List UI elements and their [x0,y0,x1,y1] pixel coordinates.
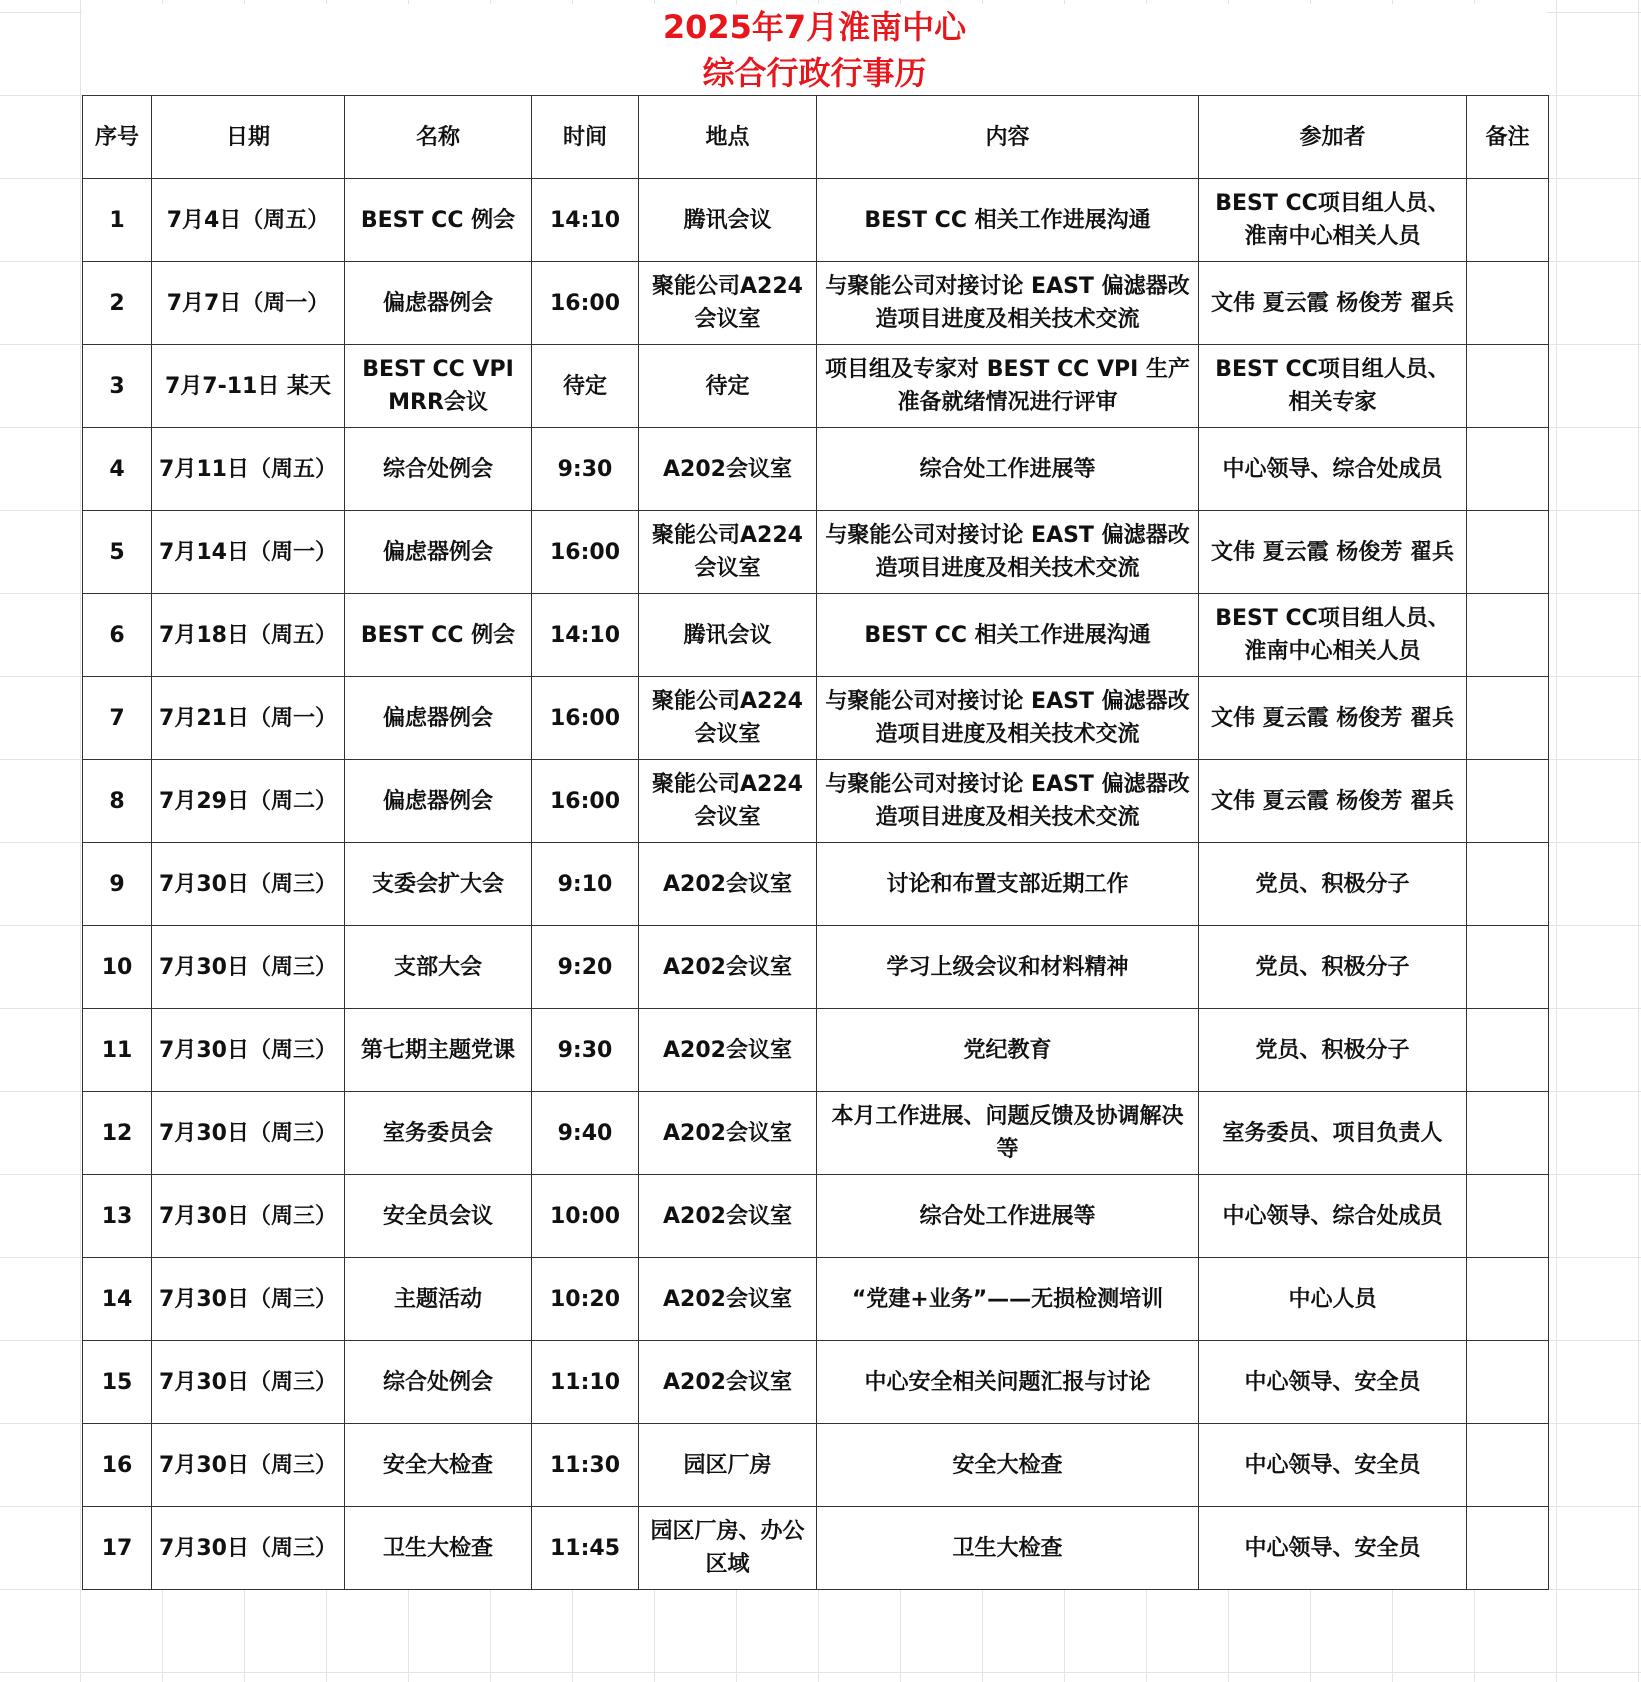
table-row [83,1009,1549,1092]
cell-content[interactable]: 与聚能公司对接讨论 EAST 偏滤器改造项目进度及相关技术交流 [817,262,1199,345]
cell-time[interactable]: 11:30 [532,1424,639,1507]
cell-name[interactable]: 综合处例会 [345,1341,532,1424]
cell-place[interactable]: A202会议室 [639,926,817,1009]
cell-content[interactable]: 综合处工作进展等 [817,428,1199,511]
cell-note[interactable] [1467,262,1549,345]
cell-place[interactable]: A202会议室 [639,1009,817,1092]
header-cell-place[interactable]: 地点 [639,96,817,179]
table-row [83,843,1549,926]
cell-place[interactable]: A202会议室 [639,1341,817,1424]
cell-content[interactable]: 与聚能公司对接讨论 EAST 偏滤器改造项目进度及相关技术交流 [817,760,1199,843]
table-row [83,1507,1549,1590]
table-row [83,1424,1549,1507]
cell-name[interactable]: BEST CC 例会 [345,179,532,262]
cell-time[interactable]: 9:10 [532,843,639,926]
cell-time[interactable]: 10:00 [532,1175,639,1258]
cell-no[interactable]: 15 [83,1341,152,1424]
cell-place[interactable]: 聚能公司A224会议室 [639,677,817,760]
cell-participants[interactable]: 文伟 夏云霞 杨俊芳 翟兵 [1199,262,1467,345]
cell-participants[interactable]: 中心领导、安全员 [1199,1507,1467,1590]
cell-note[interactable] [1467,843,1549,926]
cell-name[interactable]: 安全员会议 [345,1175,532,1258]
cell-name[interactable]: 安全大检查 [345,1424,532,1507]
cell-name[interactable]: 主题活动 [345,1258,532,1341]
cell-content[interactable]: 学习上级会议和材料精神 [817,926,1199,1009]
cell-time[interactable]: 11:45 [532,1507,639,1590]
calendar-table [82,95,1549,1590]
cell-name[interactable]: 卫生大检查 [345,1507,532,1590]
cell-time[interactable]: 14:10 [532,594,639,677]
cell-date[interactable]: 7月30日（周三） [152,1092,345,1175]
cell-note[interactable] [1467,1092,1549,1175]
cell-name[interactable]: 偏虑器例会 [345,262,532,345]
cell-participants[interactable]: 党员、积极分子 [1199,1009,1467,1092]
cell-name[interactable]: 第七期主题党课 [345,1009,532,1092]
cell-place[interactable]: 聚能公司A224会议室 [639,511,817,594]
header-cell-date[interactable]: 日期 [152,96,345,179]
cell-name[interactable]: 支委会扩大会 [345,843,532,926]
table-row [83,1092,1549,1175]
cell-name[interactable]: 偏虑器例会 [345,511,532,594]
cell-place[interactable]: A202会议室 [639,1092,817,1175]
cell-date[interactable]: 7月29日（周二） [152,760,345,843]
cell-time[interactable]: 16:00 [532,677,639,760]
cell-name[interactable]: 偏虑器例会 [345,760,532,843]
cell-note[interactable] [1467,1258,1549,1341]
cell-no[interactable]: 11 [83,1009,152,1092]
cell-date[interactable]: 7月21日（周一） [152,677,345,760]
cell-date[interactable]: 7月30日（周三） [152,1424,345,1507]
cell-date[interactable]: 7月18日（周五） [152,594,345,677]
cell-content[interactable]: 讨论和布置支部近期工作 [817,843,1199,926]
cell-time[interactable]: 9:20 [532,926,639,1009]
cell-time[interactable]: 9:30 [532,1009,639,1092]
cell-time[interactable]: 9:40 [532,1092,639,1175]
header-cell-name[interactable]: 名称 [345,96,532,179]
table-row [83,511,1549,594]
header-cell-time[interactable]: 时间 [532,96,639,179]
cell-time[interactable]: 16:00 [532,262,639,345]
cell-note[interactable] [1467,345,1549,428]
cell-participants[interactable]: 党员、积极分子 [1199,843,1467,926]
table-row [83,760,1549,843]
cell-no[interactable]: 7 [83,677,152,760]
cell-time[interactable]: 待定 [532,345,639,428]
cell-date[interactable]: 7月30日（周三） [152,926,345,1009]
cell-no[interactable]: 17 [83,1507,152,1590]
cell-note[interactable] [1467,428,1549,511]
cell-place[interactable]: 腾讯会议 [639,179,817,262]
cell-participants[interactable]: 文伟 夏云霞 杨俊芳 翟兵 [1199,760,1467,843]
cell-content[interactable]: BEST CC 相关工作进展沟通 [817,594,1199,677]
table-row [83,1341,1549,1424]
cell-place[interactable]: 待定 [639,345,817,428]
cell-participants[interactable]: 中心人员 [1199,1258,1467,1341]
cell-time[interactable]: 14:10 [532,179,639,262]
header-cell-note[interactable]: 备注 [1467,96,1549,179]
cell-name[interactable]: 偏虑器例会 [345,677,532,760]
cell-date[interactable]: 7月30日（周三） [152,1507,345,1590]
table-row [83,677,1549,760]
cell-content[interactable]: BEST CC 相关工作进展沟通 [817,179,1199,262]
cell-place[interactable]: A202会议室 [639,428,817,511]
cell-no[interactable]: 6 [83,594,152,677]
cell-note[interactable] [1467,511,1549,594]
cell-no[interactable]: 5 [83,511,152,594]
cell-name[interactable]: BEST CC VPI MRR会议 [345,345,532,428]
sheet-title-line1: 2025年7月淮南中心 [662,8,967,46]
cell-content[interactable]: 卫生大检查 [817,1507,1199,1590]
cell-content[interactable]: 与聚能公司对接讨论 EAST 偏滤器改造项目进度及相关技术交流 [817,511,1199,594]
header-row [83,96,1549,179]
cell-participants[interactable]: 中心领导、安全员 [1199,1341,1467,1424]
header-cell-participants[interactable]: 参加者 [1199,96,1467,179]
table-row [83,1258,1549,1341]
cell-place[interactable]: 聚能公司A224会议室 [639,760,817,843]
cell-name[interactable]: BEST CC 例会 [345,594,532,677]
cell-no[interactable]: 16 [83,1424,152,1507]
cell-content[interactable]: 党纪教育 [817,1009,1199,1092]
calendar-body [83,179,1549,1590]
cell-content[interactable]: 项目组及专家对 BEST CC VPI 生产准备就绪情况进行评审 [817,345,1199,428]
cell-date[interactable]: 7月4日（周五） [152,179,345,262]
cell-note[interactable] [1467,179,1549,262]
header-cell-no[interactable]: 序号 [83,96,152,179]
cell-time[interactable]: 10:20 [532,1258,639,1341]
cell-note[interactable] [1467,1424,1549,1507]
cell-date[interactable]: 7月30日（周三） [152,1175,345,1258]
cell-note[interactable] [1467,1341,1549,1424]
cell-name[interactable]: 综合处例会 [345,428,532,511]
cell-place[interactable]: A202会议室 [639,1258,817,1341]
sheet-title-line2: 综合行政行事历 [702,54,927,92]
table-row [83,262,1549,345]
table-row [83,1175,1549,1258]
cell-content[interactable]: 本月工作进展、问题反馈及协调解决等 [817,1092,1199,1175]
sheet-title [82,4,1547,96]
cell-no[interactable]: 9 [83,843,152,926]
cell-content[interactable]: 综合处工作进展等 [817,1175,1199,1258]
cell-note[interactable] [1467,594,1549,677]
cell-participants[interactable]: BEST CC项目组人员、相关专家 [1199,345,1467,428]
cell-no[interactable]: 10 [83,926,152,1009]
cell-place[interactable]: A202会议室 [639,1175,817,1258]
table-row [83,594,1549,677]
cell-note[interactable] [1467,1175,1549,1258]
cell-no[interactable]: 2 [83,262,152,345]
cell-no[interactable]: 1 [83,179,152,262]
cell-participants[interactable]: BEST CC项目组人员、淮南中心相关人员 [1199,594,1467,677]
cell-date[interactable]: 7月30日（周三） [152,843,345,926]
cell-no[interactable]: 3 [83,345,152,428]
cell-note[interactable] [1467,1009,1549,1092]
table-row [83,179,1549,262]
table-row [83,926,1549,1009]
cell-place[interactable]: 聚能公司A224会议室 [639,262,817,345]
cell-note[interactable] [1467,1507,1549,1590]
cell-no[interactable]: 4 [83,428,152,511]
cell-content[interactable]: 安全大检查 [817,1424,1199,1507]
cell-date[interactable]: 7月30日（周三） [152,1009,345,1092]
cell-participants[interactable]: 文伟 夏云霞 杨俊芳 翟兵 [1199,677,1467,760]
cell-time[interactable]: 9:30 [532,428,639,511]
cell-date[interactable]: 7月11日（周五） [152,428,345,511]
cell-date[interactable]: 7月14日（周一） [152,511,345,594]
cell-content[interactable]: 中心安全相关问题汇报与讨论 [817,1341,1199,1424]
cell-participants[interactable]: 中心领导、综合处成员 [1199,1175,1467,1258]
cell-time[interactable]: 16:00 [532,760,639,843]
header-cell-content[interactable]: 内容 [817,96,1199,179]
cell-no[interactable]: 8 [83,760,152,843]
cell-content[interactable]: 与聚能公司对接讨论 EAST 偏滤器改造项目进度及相关技术交流 [817,677,1199,760]
cell-date[interactable]: 7月7-11日 某天 [152,345,345,428]
cell-name[interactable]: 室务委员会 [345,1092,532,1175]
cell-no[interactable]: 13 [83,1175,152,1258]
cell-participants[interactable]: 中心领导、综合处成员 [1199,428,1467,511]
cell-date[interactable]: 7月30日（周三） [152,1341,345,1424]
cell-time[interactable]: 11:10 [532,1341,639,1424]
cell-no[interactable]: 14 [83,1258,152,1341]
cell-place[interactable]: A202会议室 [639,843,817,926]
cell-place[interactable]: 园区厂房、办公区域 [639,1507,817,1590]
cell-note[interactable] [1467,677,1549,760]
cell-date[interactable]: 7月7日（周一） [152,262,345,345]
cell-participants[interactable]: 室务委员、项目负责人 [1199,1092,1467,1175]
cell-participants[interactable]: BEST CC项目组人员、淮南中心相关人员 [1199,179,1467,262]
cell-no[interactable]: 12 [83,1092,152,1175]
cell-date[interactable]: 7月30日（周三） [152,1258,345,1341]
cell-content[interactable]: “党建+业务”——无损检测培训 [817,1258,1199,1341]
cell-name[interactable]: 支部大会 [345,926,532,1009]
cell-participants[interactable]: 中心领导、安全员 [1199,1424,1467,1507]
cell-time[interactable]: 16:00 [532,511,639,594]
table-row [83,345,1549,428]
cell-place[interactable]: 腾讯会议 [639,594,817,677]
cell-note[interactable] [1467,760,1549,843]
cell-participants[interactable]: 党员、积极分子 [1199,926,1467,1009]
table-row [83,428,1549,511]
cell-note[interactable] [1467,926,1549,1009]
cell-place[interactable]: 园区厂房 [639,1424,817,1507]
cell-participants[interactable]: 文伟 夏云霞 杨俊芳 翟兵 [1199,511,1467,594]
